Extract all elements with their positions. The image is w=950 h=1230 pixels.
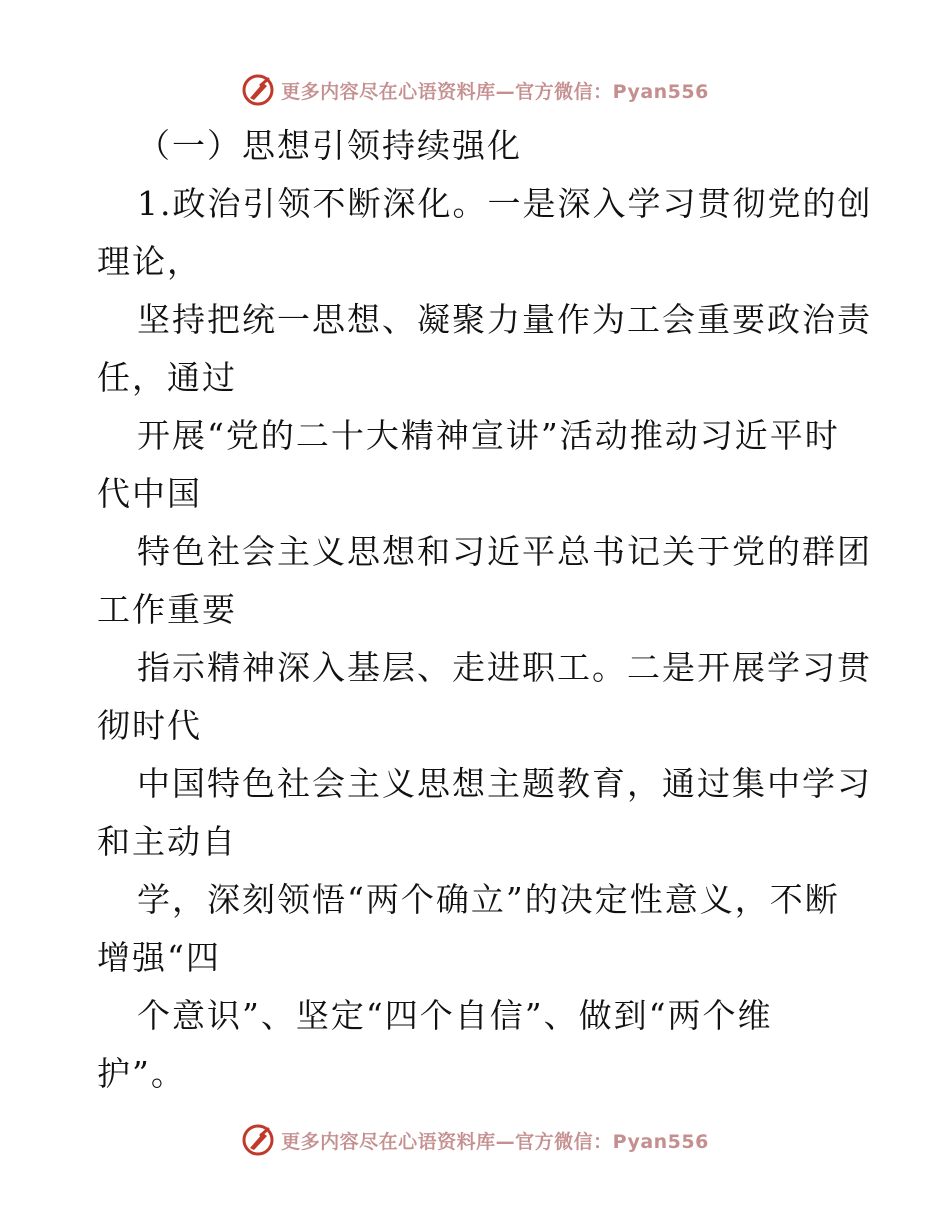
paragraph-line: 学，深刻领悟“两个确立”的决定性意义，不断 [137, 880, 840, 919]
footer-watermark [0, 1120, 950, 1160]
paragraph-line: 1.政治引领不断深化。一是深入学习贯彻党的创 [137, 184, 873, 223]
paragraph-line: 个意识”、坚定“四个自信”、做到“两个维 [137, 996, 773, 1035]
paragraph-line: 增强“四 [97, 938, 221, 977]
watermark-separator: — [495, 1130, 516, 1153]
watermark-contact: 官方微信：Pyan556 [515, 1130, 709, 1153]
paragraph-line: 理论， [97, 242, 202, 281]
watermark-site: 更多内容尽在心语资料库 [281, 1130, 496, 1153]
watermark-site: 更多内容尽在心语资料库 [281, 80, 496, 103]
paragraph-line: 任，通过 [97, 358, 237, 397]
paragraph-line: 开展“党的二十大精神宣讲”活动推动习近平时 [137, 416, 840, 455]
pen-logo-icon [241, 73, 275, 107]
paragraph-line: 工作重要 [97, 590, 237, 629]
paragraph-line: 彻时代 [97, 706, 202, 745]
paragraph-line: 坚持把统一思想、凝聚力量作为工会重要政治责 [137, 300, 872, 339]
watermark-text [281, 77, 709, 104]
watermark-contact: 官方微信：Pyan556 [515, 80, 709, 103]
header-watermark [0, 70, 950, 110]
paragraph-line: 护”。 [97, 1054, 186, 1093]
section-heading: （一）思想引领持续强化 [137, 126, 522, 165]
paragraph-line: 和主动自 [97, 822, 237, 861]
paragraph-line: 特色社会主义思想和习近平总书记关于党的群团 [137, 532, 872, 571]
watermark-text [281, 1127, 709, 1154]
paragraph-line: 中国特色社会主义思想主题教育，通过集中学习 [137, 764, 872, 803]
paragraph-line: 代中国 [97, 474, 202, 513]
watermark-separator: — [495, 80, 516, 103]
pen-logo-icon [241, 1123, 275, 1157]
paragraph-line: 指示精神深入基层、走进职工。二是开展学习贯 [137, 648, 872, 687]
